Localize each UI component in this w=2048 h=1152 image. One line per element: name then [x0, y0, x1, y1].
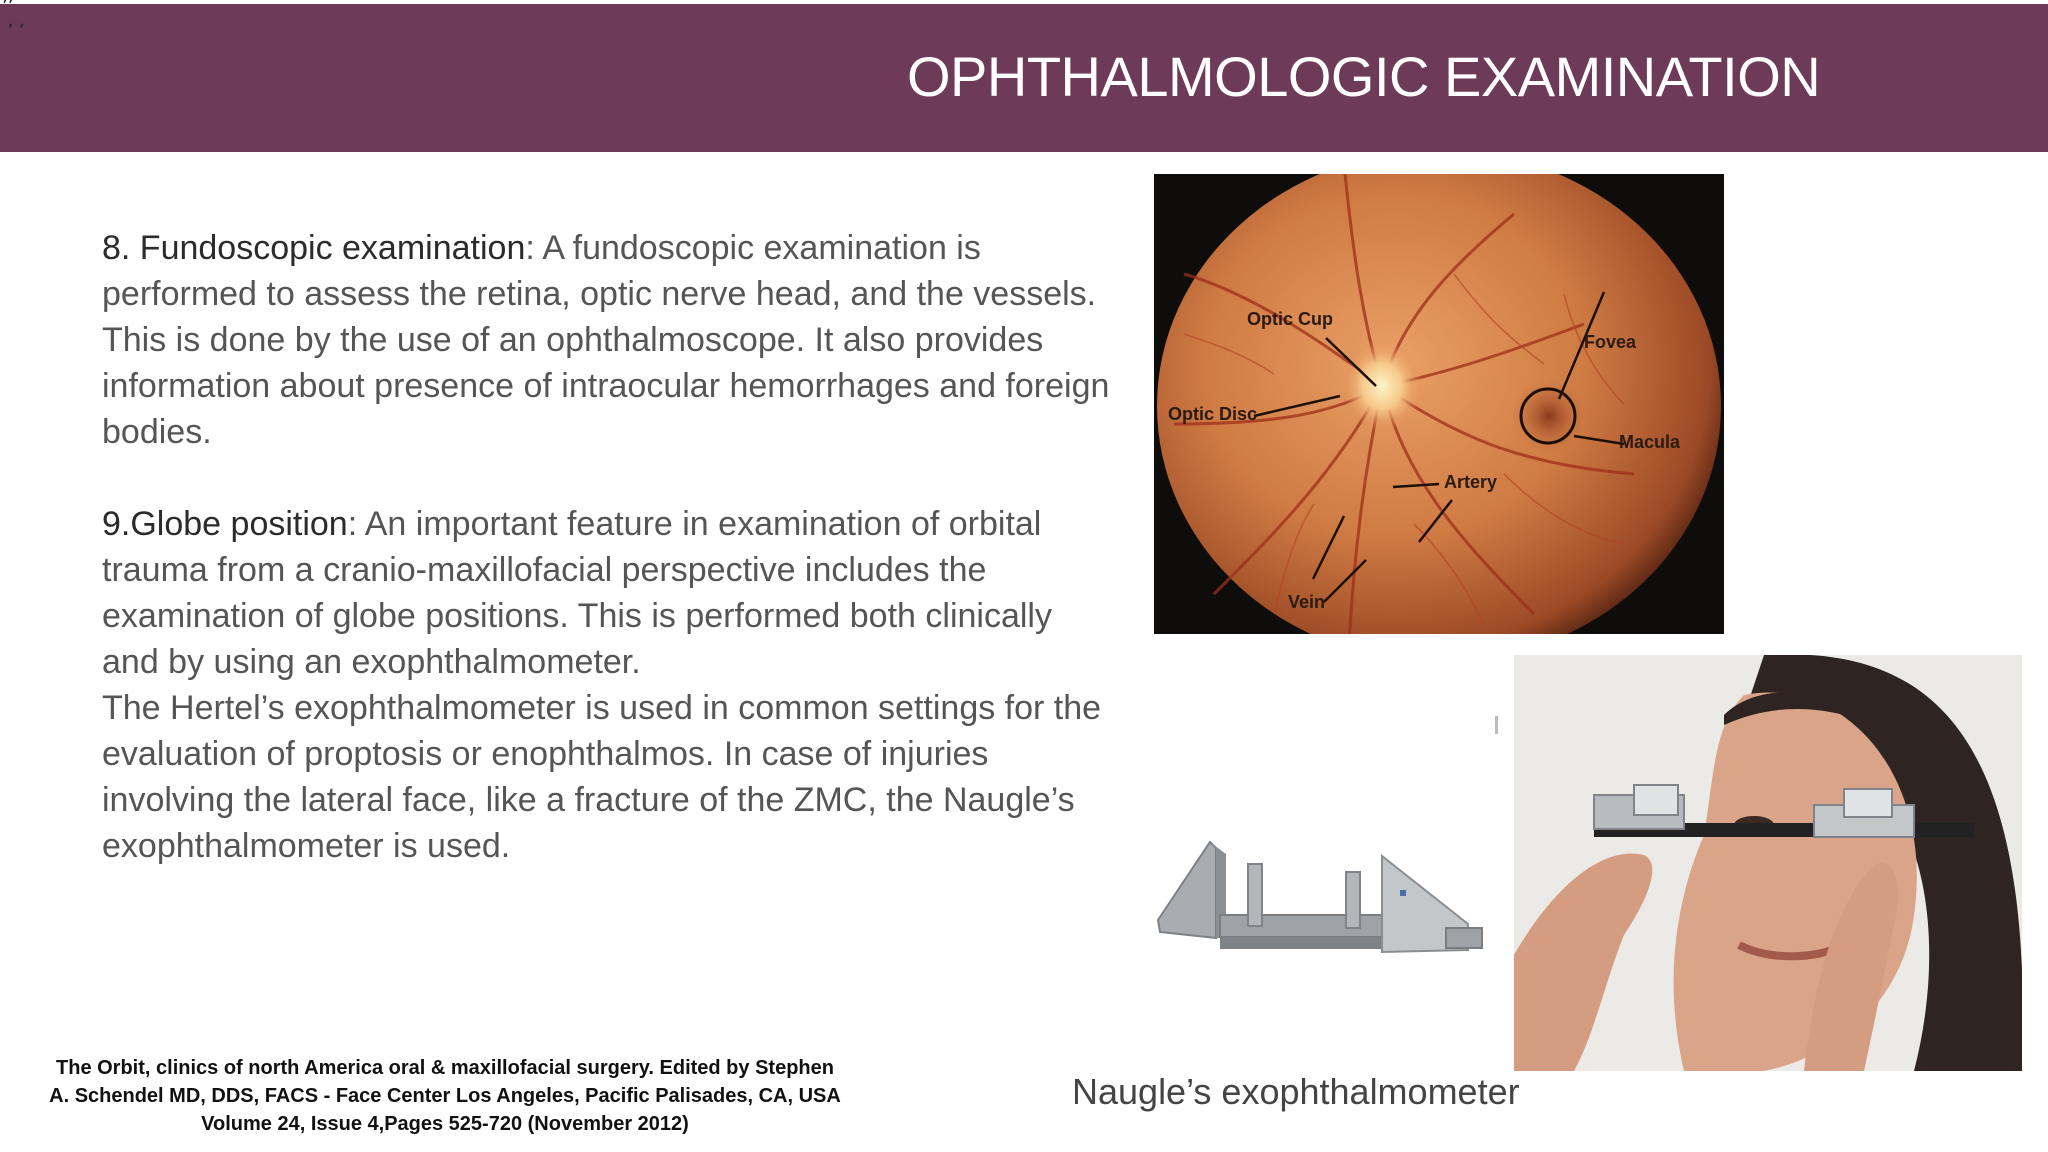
fundus-label-vein: Vein	[1288, 592, 1326, 612]
body-text	[102, 225, 1112, 869]
fundoscopic-text: : A fundoscopic examination is performed to assess the retina, optic nerve head, and the vessels. This is done by the use of an ophthalmoscope. It also provides information about presence of intraocular hemorrhages and foreign bodies.	[102, 229, 1110, 451]
patient-exophthalmometer-photo	[1514, 655, 2022, 1071]
paragraph-hertel: The Hertel’s exophthalmometer is used in common settings for the evaluation of proptosis or enophthalmos. In case of injuries involving the lateral face, like a fracture of the ZMC, the Naugle’s exophthalmometer is used.	[102, 689, 1102, 865]
globe-position-text: : An important feature in examination of orbital trauma from a cranio-maxillofacial perspective includes the examination of globe positions. This is performed both clinically and by using an exophthalmometer.	[102, 505, 1052, 681]
reference-citation	[40, 1054, 850, 1138]
reference-line-1: The Orbit, clinics of north America oral & maxillofacial surgery. Edited by Stephen	[56, 1057, 834, 1079]
reference-line-3: Volume 24, Issue 4,Pages 525-720 (November 2012)	[201, 1113, 689, 1135]
fundus-image	[1154, 174, 1724, 634]
globe-position-heading: 9.Globe position	[102, 505, 348, 543]
paragraph-fundoscopic	[102, 225, 1112, 455]
exophthalmometer-device-image	[1150, 820, 1490, 970]
fundus-label-fovea: Fovea	[1584, 332, 1637, 352]
fundus-label-macula: Macula	[1619, 432, 1681, 452]
image-caption: Naugle’s exophthalmometer	[1072, 1071, 1520, 1112]
fundus-label-optic-cup: Optic Cup	[1247, 309, 1333, 329]
fundus-label-optic-disc: Optic Disc	[1168, 404, 1258, 424]
corner-marks: ’’ , ,	[2, 0, 25, 31]
fundus-label-artery: Artery	[1444, 472, 1498, 492]
slide-title: OPHTHALMOLOGIC EXAMINATION	[907, 45, 1821, 108]
fundoscopic-heading: 8. Fundoscopic examination	[102, 229, 526, 267]
divider-mark	[1495, 716, 1498, 734]
reference-line-2: A. Schendel MD, DDS, FACS - Face Center Los Angeles, Pacific Palisades, CA, USA	[49, 1085, 841, 1107]
paragraph-globe-position	[102, 501, 1112, 685]
